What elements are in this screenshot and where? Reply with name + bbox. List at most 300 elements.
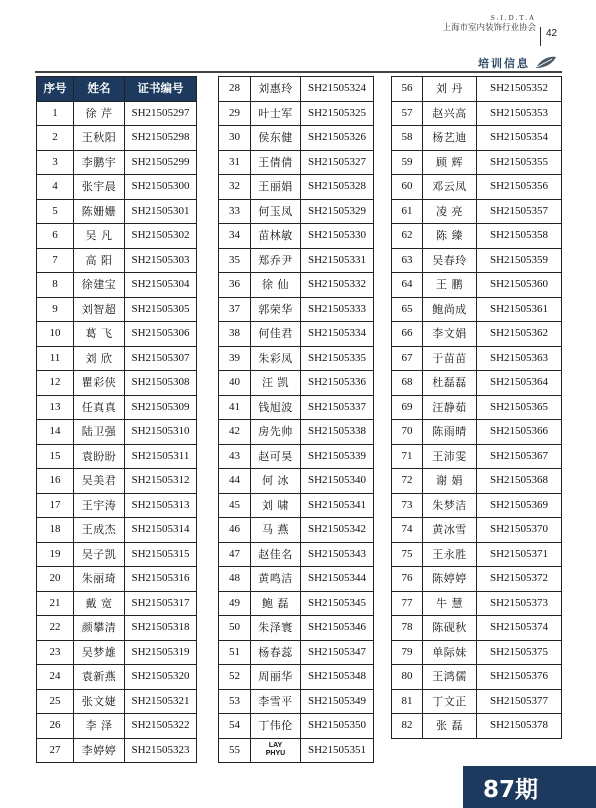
table-row (219, 297, 374, 322)
row-number: 73 (392, 493, 423, 518)
table-row (219, 689, 374, 714)
row-name: 朱丽琦 (74, 567, 125, 592)
table-row (37, 126, 197, 151)
table-row (37, 224, 197, 249)
row-number: 8 (37, 273, 74, 298)
row-name: 吴春玲 (423, 248, 477, 273)
row-number: 3 (37, 150, 74, 175)
row-number: 77 (392, 591, 423, 616)
row-certificate: SH21505353 (477, 101, 562, 126)
row-certificate: SH21505324 (301, 77, 374, 102)
row-number: 16 (37, 469, 74, 494)
row-name: 王鸿儒 (423, 665, 477, 690)
table-row (219, 126, 374, 151)
row-certificate: SH21505301 (125, 199, 197, 224)
row-certificate: SH21505342 (301, 518, 374, 543)
row-certificate: SH21505370 (477, 518, 562, 543)
row-number: 37 (219, 297, 251, 322)
row-name: 陈婷婷 (423, 567, 477, 592)
row-number: 55 (219, 738, 251, 763)
table-row (37, 714, 197, 739)
row-name: 马 燕 (251, 518, 301, 543)
row-name: 顾 辉 (423, 150, 477, 175)
row-name: 陈姗姗 (74, 199, 125, 224)
row-certificate: SH21505333 (301, 297, 374, 322)
row-name: 刘 啸 (251, 493, 301, 518)
table-row (37, 175, 197, 200)
row-number: 19 (37, 542, 74, 567)
row-number: 65 (392, 297, 423, 322)
table-row (37, 297, 197, 322)
row-name: 陈雨晴 (423, 420, 477, 445)
row-number: 46 (219, 518, 251, 543)
row-name: 吴 凡 (74, 224, 125, 249)
row-number: 47 (219, 542, 251, 567)
row-number: 27 (37, 738, 74, 763)
row-name: 叶士军 (251, 101, 301, 126)
row-number: 40 (219, 371, 251, 396)
row-number: 51 (219, 640, 251, 665)
table-row (392, 616, 562, 641)
row-number: 7 (37, 248, 74, 273)
table-row (37, 542, 197, 567)
row-certificate: SH21505303 (125, 248, 197, 273)
table-row (392, 395, 562, 420)
row-certificate: SH21505316 (125, 567, 197, 592)
row-number: 33 (219, 199, 251, 224)
row-certificate: SH21505369 (477, 493, 562, 518)
table-row (392, 248, 562, 273)
page-number: 42 (546, 28, 558, 39)
row-certificate: SH21505356 (477, 175, 562, 200)
row-name: 王倩倩 (251, 150, 301, 175)
header-number: 序号 (37, 77, 74, 102)
row-name: 赵兴高 (423, 101, 477, 126)
row-certificate: SH21505368 (477, 469, 562, 494)
table-row (392, 224, 562, 249)
table-row (37, 420, 197, 445)
table-row (219, 444, 374, 469)
table-row (37, 395, 197, 420)
row-name: 谢 娟 (423, 469, 477, 494)
row-name: 朱彩凤 (251, 346, 301, 371)
row-certificate: SH21505359 (477, 248, 562, 273)
row-certificate: SH21505360 (477, 273, 562, 298)
table-row (392, 371, 562, 396)
row-number: 17 (37, 493, 74, 518)
row-certificate: SH21505310 (125, 420, 197, 445)
row-name: LAY PHYU (251, 738, 301, 763)
table-row (392, 297, 562, 322)
row-number: 68 (392, 371, 423, 396)
row-number: 14 (37, 420, 74, 445)
row-number: 60 (392, 175, 423, 200)
row-number: 4 (37, 175, 74, 200)
table-row (219, 567, 374, 592)
row-name: 吴美君 (74, 469, 125, 494)
row-certificate: SH21505371 (477, 542, 562, 567)
row-certificate: SH21505323 (125, 738, 197, 763)
row-certificate: SH21505375 (477, 640, 562, 665)
row-certificate: SH21505361 (477, 297, 562, 322)
row-certificate: SH21505350 (301, 714, 374, 739)
row-name: 刘惠玲 (251, 77, 301, 102)
table-row (392, 518, 562, 543)
row-name: 房先帅 (251, 420, 301, 445)
row-name: 单际妹 (423, 640, 477, 665)
row-name: 朱梦洁 (423, 493, 477, 518)
row-name: 徐 仙 (251, 273, 301, 298)
row-name: 王成杰 (74, 518, 125, 543)
row-name: 苗林敏 (251, 224, 301, 249)
row-number: 56 (392, 77, 423, 102)
table-row (37, 248, 197, 273)
table-row (37, 591, 197, 616)
row-number: 1 (37, 101, 74, 126)
table-row (392, 273, 562, 298)
row-number: 42 (219, 420, 251, 445)
row-number: 67 (392, 346, 423, 371)
row-number: 18 (37, 518, 74, 543)
row-number: 48 (219, 567, 251, 592)
issue-badge: 87期 (463, 766, 596, 808)
row-number: 41 (219, 395, 251, 420)
table-row (219, 518, 374, 543)
row-name: 王秋阳 (74, 126, 125, 151)
row-name: 刘 欣 (74, 346, 125, 371)
row-certificate: SH21505309 (125, 395, 197, 420)
row-certificate: SH21505331 (301, 248, 374, 273)
row-number: 61 (392, 199, 423, 224)
row-certificate: SH21505332 (301, 273, 374, 298)
row-certificate: SH21505313 (125, 493, 197, 518)
row-name: 黄鸣洁 (251, 567, 301, 592)
row-name: 王丽娟 (251, 175, 301, 200)
table-row (392, 126, 562, 151)
row-certificate: SH21505299 (125, 150, 197, 175)
table-row (392, 493, 562, 518)
table-row (392, 665, 562, 690)
row-certificate: SH21505378 (477, 714, 562, 739)
row-name: 鲍尚成 (423, 297, 477, 322)
row-name: 侯东健 (251, 126, 301, 151)
row-name: 张 磊 (423, 714, 477, 739)
row-name: 王永胜 (423, 542, 477, 567)
table-row (37, 322, 197, 347)
roster-table-1 (36, 76, 197, 763)
table-row (37, 273, 197, 298)
row-name: 葛 飞 (74, 322, 125, 347)
row-certificate: SH21505358 (477, 224, 562, 249)
row-name: 高 阳 (74, 248, 125, 273)
row-number: 45 (219, 493, 251, 518)
row-number: 74 (392, 518, 423, 543)
table-row (219, 150, 374, 175)
row-certificate: SH21505315 (125, 542, 197, 567)
row-number: 32 (219, 175, 251, 200)
table-row (37, 444, 197, 469)
row-certificate: SH21505341 (301, 493, 374, 518)
row-certificate: SH21505354 (477, 126, 562, 151)
table-row (392, 469, 562, 494)
table-row (219, 101, 374, 126)
row-name: 鲍 磊 (251, 591, 301, 616)
row-certificate: SH21505326 (301, 126, 374, 151)
header-rule (35, 71, 562, 73)
table-row (219, 738, 374, 763)
row-number: 24 (37, 665, 74, 690)
table-row (37, 469, 197, 494)
row-certificate: SH21505357 (477, 199, 562, 224)
row-name: 赵可昊 (251, 444, 301, 469)
row-certificate: SH21505376 (477, 665, 562, 690)
row-name: 钱旭波 (251, 395, 301, 420)
row-number: 10 (37, 322, 74, 347)
table-row (219, 273, 374, 298)
row-number: 25 (37, 689, 74, 714)
row-number: 38 (219, 322, 251, 347)
row-number: 21 (37, 591, 74, 616)
row-number: 31 (219, 150, 251, 175)
row-name: 张文婕 (74, 689, 125, 714)
row-number: 54 (219, 714, 251, 739)
row-certificate: SH21505374 (477, 616, 562, 641)
table-row (219, 542, 374, 567)
row-name: 李 泽 (74, 714, 125, 739)
row-number: 2 (37, 126, 74, 151)
row-certificate: SH21505347 (301, 640, 374, 665)
row-name: 戴 宽 (74, 591, 125, 616)
row-name: 何 冰 (251, 469, 301, 494)
row-name: 周丽华 (251, 665, 301, 690)
table-row (37, 567, 197, 592)
row-certificate: SH21505362 (477, 322, 562, 347)
row-certificate: SH21505302 (125, 224, 197, 249)
table-row (37, 689, 197, 714)
row-number: 15 (37, 444, 74, 469)
table-row (219, 591, 374, 616)
table-row (37, 518, 197, 543)
table-row (219, 175, 374, 200)
table-row (37, 738, 197, 763)
row-certificate: SH21505304 (125, 273, 197, 298)
row-name: 李文娟 (423, 322, 477, 347)
row-name: 杜磊磊 (423, 371, 477, 396)
table-header-row (37, 77, 197, 102)
table-row (392, 542, 562, 567)
table-row (37, 493, 197, 518)
row-certificate: SH21505329 (301, 199, 374, 224)
row-certificate: SH21505367 (477, 444, 562, 469)
table-row (37, 640, 197, 665)
row-certificate: SH21505348 (301, 665, 374, 690)
row-number: 80 (392, 665, 423, 690)
table-row (392, 420, 562, 445)
table-row (37, 199, 197, 224)
row-name: 袁新燕 (74, 665, 125, 690)
row-certificate: SH21505363 (477, 346, 562, 371)
row-certificate: SH21505340 (301, 469, 374, 494)
row-number: 12 (37, 371, 74, 396)
row-number: 58 (392, 126, 423, 151)
row-certificate: SH21505351 (301, 738, 374, 763)
table-row (37, 346, 197, 371)
row-number: 30 (219, 126, 251, 151)
table-row (219, 395, 374, 420)
row-number: 57 (392, 101, 423, 126)
row-name: 赵佳名 (251, 542, 301, 567)
table-row (219, 322, 374, 347)
row-certificate: SH21505377 (477, 689, 562, 714)
table-row (37, 616, 197, 641)
row-name: 朱泽寰 (251, 616, 301, 641)
row-name: 任真真 (74, 395, 125, 420)
row-certificate: SH21505305 (125, 297, 197, 322)
header-name: 姓名 (74, 77, 125, 102)
table-row (37, 101, 197, 126)
table-row (219, 714, 374, 739)
row-name: 凌 亮 (423, 199, 477, 224)
row-name: 陈 臻 (423, 224, 477, 249)
row-certificate: SH21505298 (125, 126, 197, 151)
row-number: 59 (392, 150, 423, 175)
row-certificate: SH21505352 (477, 77, 562, 102)
table-row (392, 714, 562, 739)
row-number: 62 (392, 224, 423, 249)
row-certificate: SH21505311 (125, 444, 197, 469)
row-name: 邓云凤 (423, 175, 477, 200)
row-certificate: SH21505349 (301, 689, 374, 714)
table-row (219, 665, 374, 690)
row-certificate: SH21505338 (301, 420, 374, 445)
section-title: 培训信息 (478, 57, 530, 70)
row-certificate: SH21505307 (125, 346, 197, 371)
row-certificate: SH21505335 (301, 346, 374, 371)
table-row (219, 420, 374, 445)
table-row (392, 150, 562, 175)
row-number: 28 (219, 77, 251, 102)
row-number: 78 (392, 616, 423, 641)
row-name: 王 鹏 (423, 273, 477, 298)
table-row (392, 591, 562, 616)
row-number: 26 (37, 714, 74, 739)
row-number: 76 (392, 567, 423, 592)
row-number: 9 (37, 297, 74, 322)
table-row (392, 199, 562, 224)
row-name: 于苗苗 (423, 346, 477, 371)
row-certificate: SH21505322 (125, 714, 197, 739)
row-certificate: SH21505365 (477, 395, 562, 420)
row-name: 刘智超 (74, 297, 125, 322)
row-certificate: SH21505372 (477, 567, 562, 592)
header-divider (540, 27, 541, 46)
row-certificate: SH21505297 (125, 101, 197, 126)
row-certificate: SH21505306 (125, 322, 197, 347)
row-number: 75 (392, 542, 423, 567)
row-number: 44 (219, 469, 251, 494)
row-number: 52 (219, 665, 251, 690)
row-certificate: SH21505317 (125, 591, 197, 616)
table-row (392, 346, 562, 371)
header-certificate: 证书编号 (125, 77, 197, 102)
table-row (37, 371, 197, 396)
table-row (219, 493, 374, 518)
row-number: 79 (392, 640, 423, 665)
roster-table-3 (391, 76, 562, 739)
row-certificate: SH21505334 (301, 322, 374, 347)
row-name: 杨艺迪 (423, 126, 477, 151)
row-number: 13 (37, 395, 74, 420)
row-number: 63 (392, 248, 423, 273)
table-row (392, 689, 562, 714)
row-certificate: SH21505325 (301, 101, 374, 126)
row-name: 张宇晨 (74, 175, 125, 200)
table-row (37, 150, 197, 175)
row-number: 70 (392, 420, 423, 445)
table-row (392, 175, 562, 200)
row-certificate: SH21505366 (477, 420, 562, 445)
row-certificate: SH21505320 (125, 665, 197, 690)
row-number: 43 (219, 444, 251, 469)
header-organization (442, 14, 536, 34)
row-certificate: SH21505336 (301, 371, 374, 396)
leaf-icon (535, 56, 557, 70)
table-row (219, 469, 374, 494)
row-certificate: SH21505346 (301, 616, 374, 641)
row-name: 郑乔尹 (251, 248, 301, 273)
row-name: 王沛雯 (423, 444, 477, 469)
row-name: 何佳君 (251, 322, 301, 347)
row-name: 王宇涛 (74, 493, 125, 518)
row-name: 吴子凯 (74, 542, 125, 567)
organization-abbreviation: S.I.D.T.A (490, 14, 536, 22)
row-name: 黄冰雪 (423, 518, 477, 543)
table-row (392, 101, 562, 126)
row-certificate: SH21505300 (125, 175, 197, 200)
row-certificate: SH21505364 (477, 371, 562, 396)
row-number: 5 (37, 199, 74, 224)
row-name: 李婷婷 (74, 738, 125, 763)
row-number: 64 (392, 273, 423, 298)
table-row (219, 640, 374, 665)
table-row (392, 322, 562, 347)
row-number: 34 (219, 224, 251, 249)
row-name: 瞿彩侠 (74, 371, 125, 396)
row-name: 徐 芹 (74, 101, 125, 126)
row-name: 郭荣华 (251, 297, 301, 322)
row-name: 陆卫强 (74, 420, 125, 445)
row-certificate: SH21505327 (301, 150, 374, 175)
table-row (219, 371, 374, 396)
row-name: 牛 慧 (423, 591, 477, 616)
row-number: 53 (219, 689, 251, 714)
table-row (37, 665, 197, 690)
row-number: 50 (219, 616, 251, 641)
row-number: 22 (37, 616, 74, 641)
table-row (219, 224, 374, 249)
row-number: 72 (392, 469, 423, 494)
row-name: 何玉凤 (251, 199, 301, 224)
row-certificate: SH21505318 (125, 616, 197, 641)
row-name: 刘 丹 (423, 77, 477, 102)
row-name: 颜攀清 (74, 616, 125, 641)
table-row (219, 77, 374, 102)
row-certificate: SH21505339 (301, 444, 374, 469)
row-name: 李雪平 (251, 689, 301, 714)
row-certificate: SH21505343 (301, 542, 374, 567)
row-number: 39 (219, 346, 251, 371)
row-number: 11 (37, 346, 74, 371)
